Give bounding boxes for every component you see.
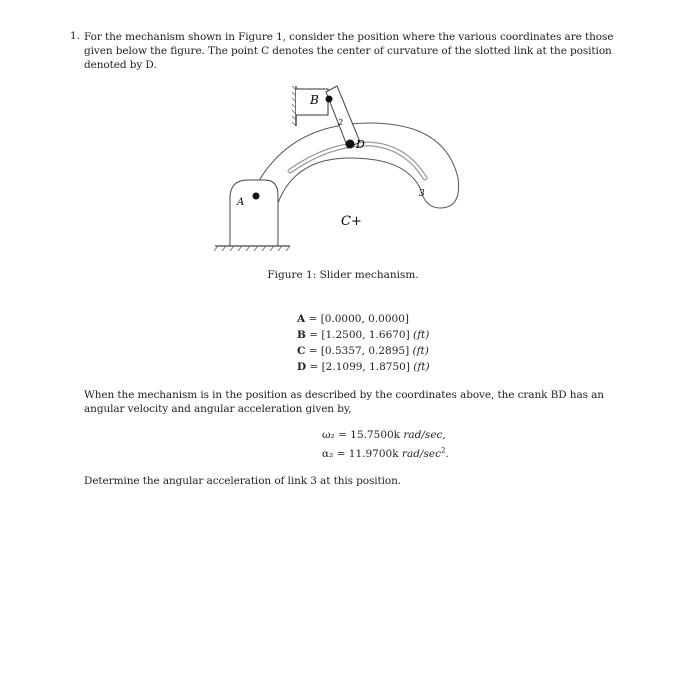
equations <box>322 426 449 464</box>
omega-unit: rad/sec, <box>403 429 446 441</box>
label-d: D <box>356 138 365 151</box>
joint-b <box>326 96 333 103</box>
coordinate-row <box>297 343 430 359</box>
alpha-end: . <box>445 448 449 460</box>
slider-d <box>346 140 355 149</box>
coord-value: = [2.1099, 1.8750] <box>309 361 410 373</box>
omega-value: = 15.7500k <box>338 429 401 441</box>
coord-value: = [0.5357, 0.2895] <box>308 345 410 357</box>
middle-line-2: angular velocity and angular acceleration given by, <box>84 403 352 415</box>
coord-name: A <box>297 313 306 325</box>
figure-caption: Figure 1: Slider mechanism. <box>267 269 419 281</box>
coord-name: C <box>297 345 306 357</box>
alpha-exponent: 2 <box>440 446 446 455</box>
mechanism-figure <box>200 78 470 263</box>
label-link-3: 3 <box>419 189 425 199</box>
alpha-equation <box>322 445 449 464</box>
intro-line-1: For the mechanism shown in Figure 1, consider the position where the various coordinates are those <box>84 31 614 43</box>
alpha-unit: rad/sec <box>401 448 441 460</box>
question-text: Determine the angular acceleration of link 3 at this position. <box>84 475 402 487</box>
alpha-lhs: α₂ <box>322 448 334 460</box>
coord-name: D <box>297 361 307 373</box>
coordinate-row <box>297 359 430 375</box>
middle-paragraph <box>84 388 614 416</box>
coord-name: B <box>297 329 306 341</box>
omega-lhs: ω₂ <box>322 429 335 441</box>
label-a: A <box>237 197 245 208</box>
coord-unit: (ft) <box>412 345 429 357</box>
intro-line-2: given below the figure. The point C denotes the center of curvature of the slotted link at the position <box>84 45 612 57</box>
coord-value: = [1.2500, 1.6670] <box>309 329 410 341</box>
label-c: C+ <box>341 214 362 229</box>
coord-value: = [0.0000, 0.0000] <box>308 313 409 325</box>
label-link-2: 2 <box>338 118 344 127</box>
coord-unit: (ft) <box>413 329 430 341</box>
intro-paragraph <box>84 30 614 72</box>
intro-line-3: denoted by D. <box>84 59 157 71</box>
coordinate-list <box>297 311 430 375</box>
coordinate-row <box>297 311 430 327</box>
coord-unit: (ft) <box>413 361 430 373</box>
omega-equation <box>322 426 449 445</box>
middle-line-1: When the mechanism is in the position as described by the coordinates above, the crank BD has an <box>84 389 604 401</box>
joint-a <box>253 193 260 200</box>
problem-number: 1. <box>70 30 81 42</box>
alpha-value: = 11.9700k <box>336 448 399 460</box>
coordinate-row <box>297 327 430 343</box>
label-b: B <box>310 93 319 107</box>
